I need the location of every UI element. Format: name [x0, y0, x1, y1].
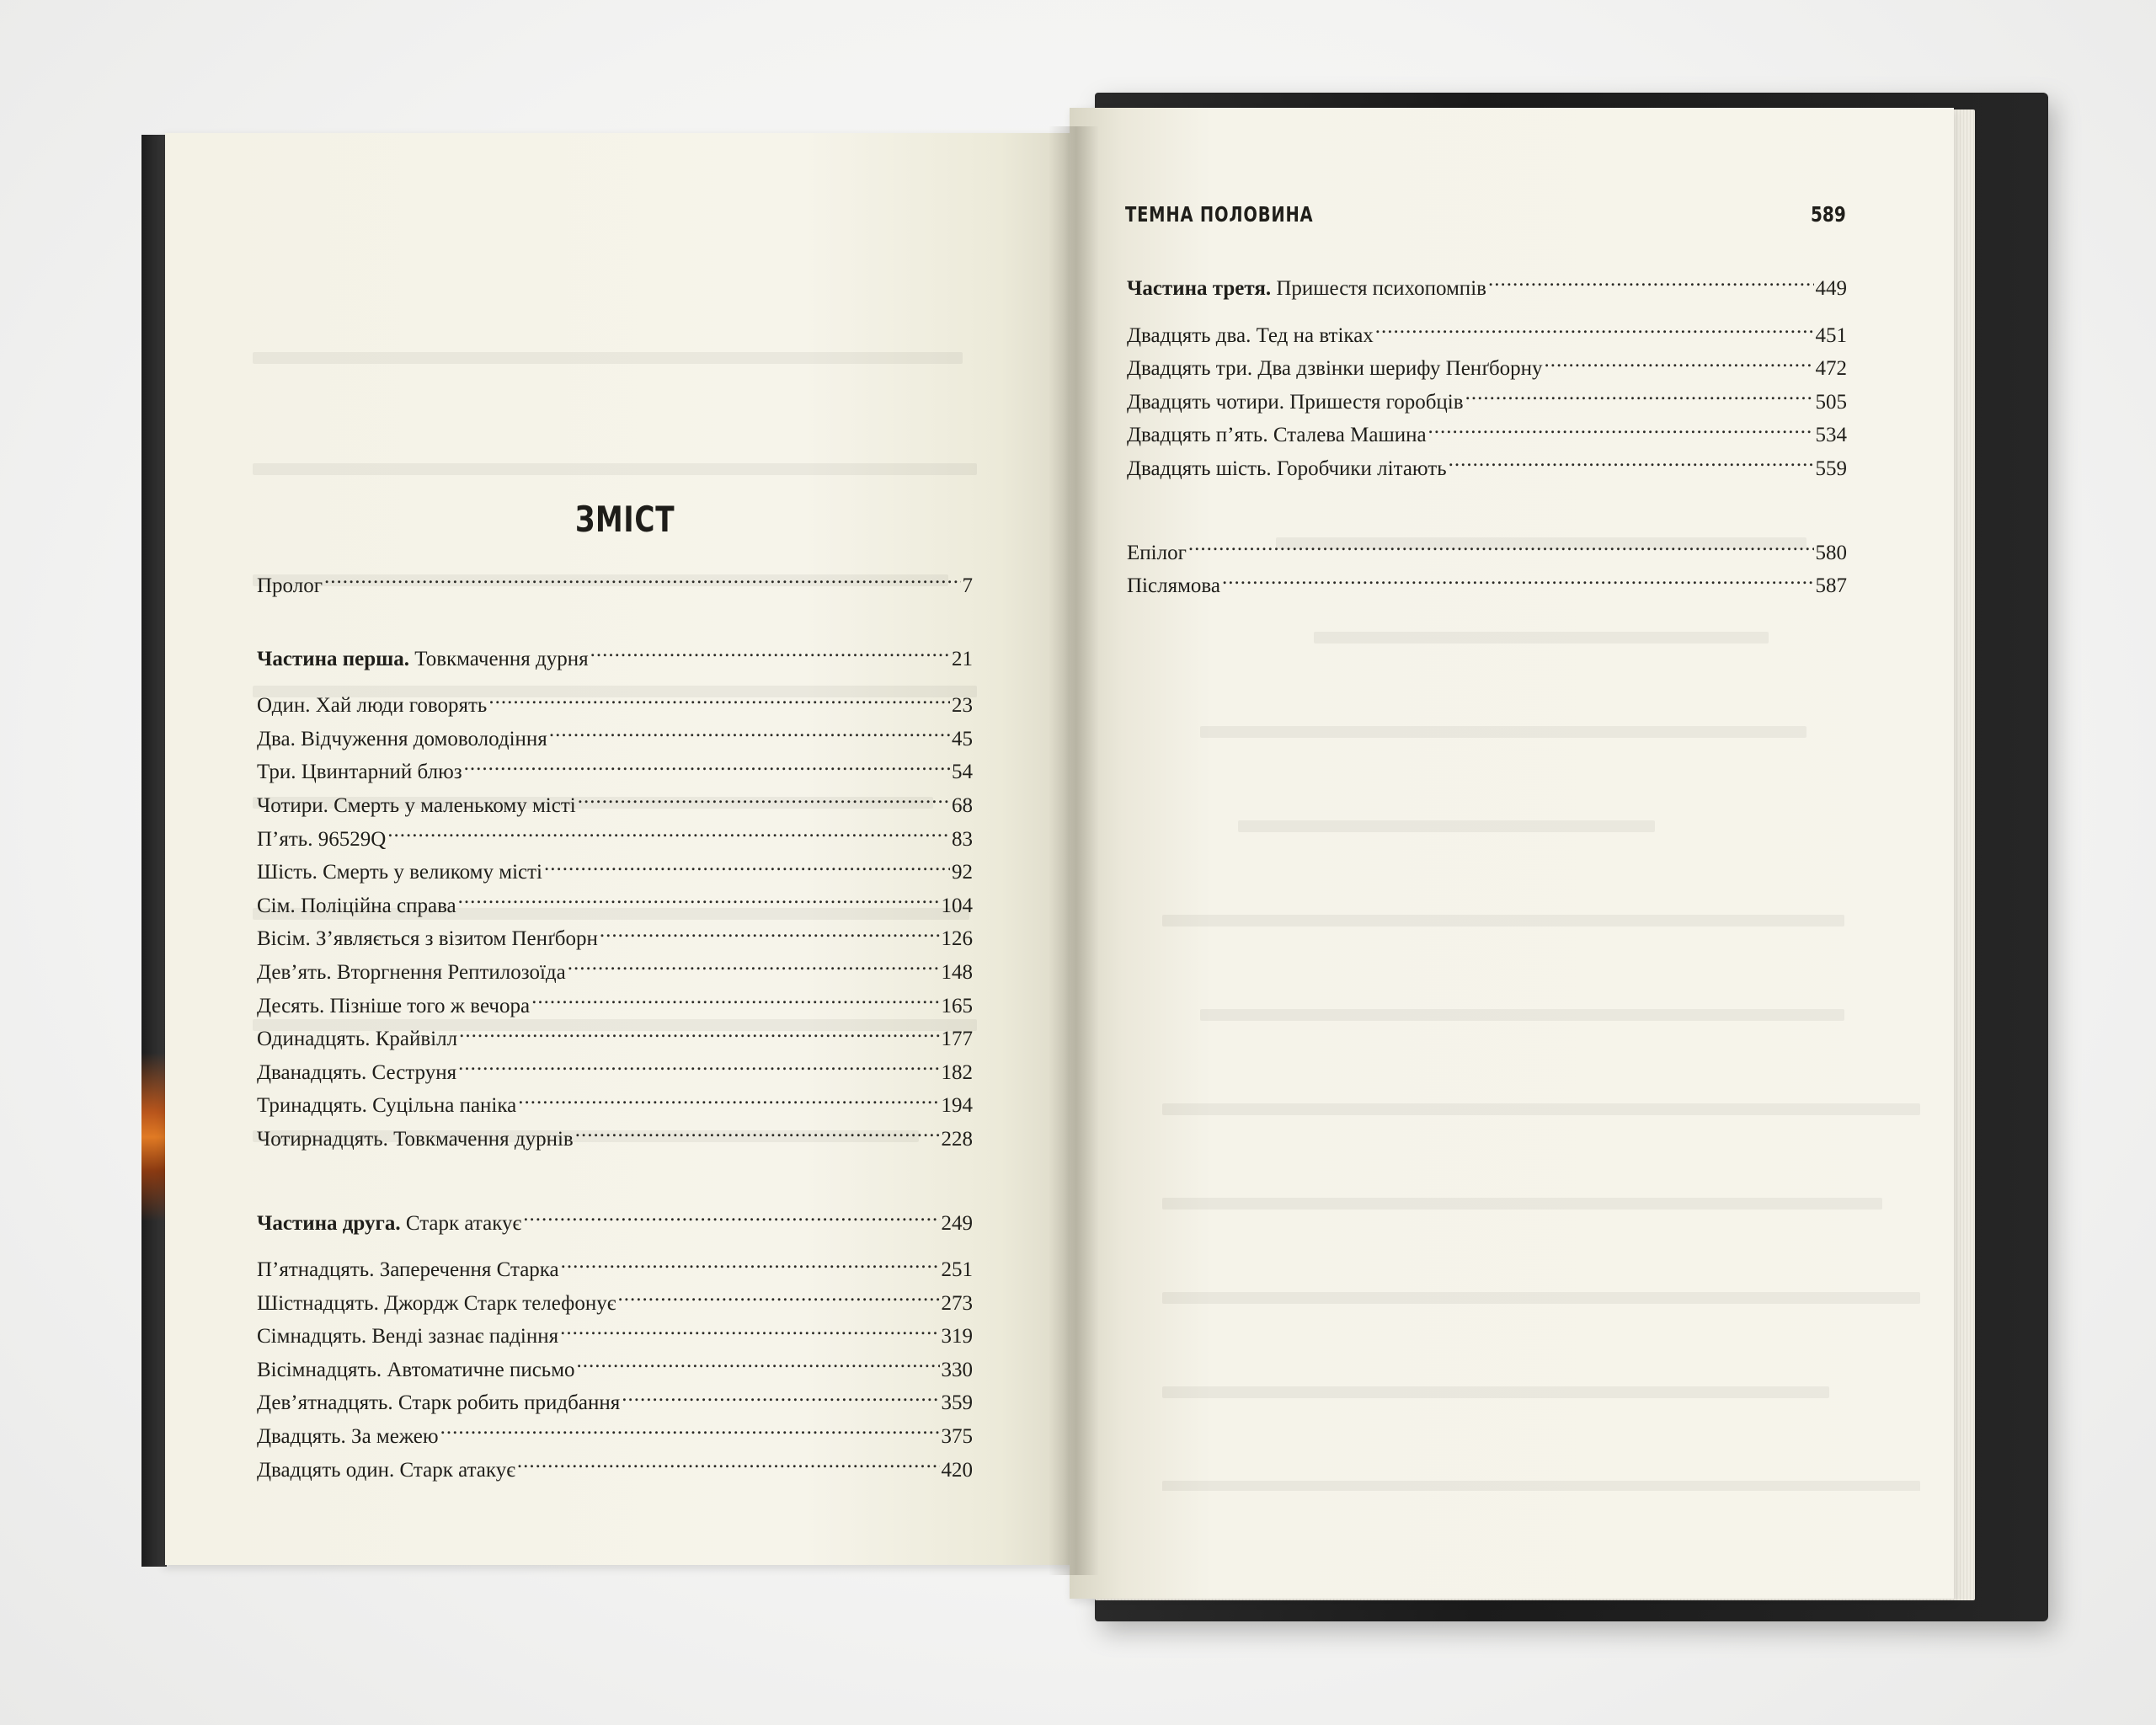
toc-entry-title: П’ять. 96529Q [257, 827, 387, 851]
toc-entry-title: Пролог [257, 574, 323, 597]
toc-entry-title: Пришестя психопомпів [1276, 277, 1486, 300]
toc-entry-title: Один. Хай люди говорять [257, 694, 488, 718]
toc-entry-chapter [257, 789, 973, 823]
toc-entry-page: 126 [941, 927, 973, 951]
toc-entry-page: 68 [952, 793, 973, 817]
toc-entry-chapter [257, 1386, 973, 1420]
toc-entry-chapter [257, 723, 973, 756]
toc-entry-title: Шість. Смерть у великому місті [257, 861, 542, 884]
leader-dots [517, 1455, 940, 1477]
leader-dots [590, 644, 950, 665]
toc-entry-chapter [1127, 452, 1847, 486]
toc-entry-title: Двадцять три. Два дзвінки шерифу Пенґборну [1127, 357, 1543, 381]
part-label: Частина перша. [257, 647, 410, 670]
toc-entry-chapter [257, 1454, 973, 1487]
leader-dots [459, 1024, 939, 1045]
leader-dots [1465, 387, 1814, 409]
toc-entry-title: Товкмачення дурня [414, 647, 589, 670]
running-title: ТЕМНА ПОЛОВИНА [1125, 202, 1314, 227]
leader-dots [1188, 538, 1814, 559]
toc-entry-chapter [257, 1089, 973, 1123]
toc-entry-epilogue [1127, 537, 1847, 570]
toc-entry-title: Двадцять п’ять. Сталева Машина [1127, 424, 1427, 447]
cover-art-glow [141, 1053, 167, 1221]
toc-entry-page: 375 [941, 1425, 973, 1449]
toc-entry-page: 104 [941, 894, 973, 917]
toc-entry-page: 249 [941, 1211, 973, 1235]
toc-entry-afterword [1127, 569, 1847, 603]
toc-entry-chapter [257, 856, 973, 889]
part-three-chapter-list [1127, 319, 1847, 486]
leader-dots [568, 958, 940, 979]
toc-entry-page: 534 [1815, 424, 1847, 447]
book-cover-left-edge [141, 135, 167, 1567]
toc-entry-part-three [1127, 272, 1847, 306]
toc-entry-title: Вісімнадцять. Автоматичне письмо [257, 1358, 575, 1381]
toc-entry-chapter [257, 689, 973, 723]
toc-entry-chapter [257, 756, 973, 789]
toc-entry-page: 251 [941, 1258, 973, 1282]
leader-dots [577, 1355, 940, 1376]
part-label: Частина друга. [257, 1211, 401, 1235]
toc-left-column [257, 569, 973, 1487]
leader-dots [1222, 571, 1814, 592]
toc-entry-page: 449 [1815, 277, 1847, 300]
leader-dots [523, 1209, 939, 1230]
toc-entry-title: Двадцять шість. Горобчики літають [1127, 457, 1447, 480]
toc-entry-page: 580 [1815, 541, 1847, 564]
toc-entry-title: Одинадцять. Крайвілл [257, 1028, 458, 1051]
toc-entry-page: 92 [952, 861, 973, 884]
leader-dots [560, 1322, 939, 1343]
toc-entry-title: Три. Цвинтарний блюз [257, 761, 462, 784]
toc-entry-page: 7 [962, 574, 973, 597]
toc-entry-title: Дев’ять. Вторгнення Рептилозоїда [257, 960, 566, 984]
toc-entry-chapter [257, 990, 973, 1023]
toc-entry-title: Епілог [1127, 541, 1187, 564]
toc-entry-chapter [257, 1253, 973, 1287]
toc-entry-page: 420 [941, 1458, 973, 1482]
toc-entry-page: 165 [941, 994, 973, 1017]
toc-entry-page: 228 [941, 1127, 973, 1151]
toc-heading: ЗМІСТ [575, 499, 675, 540]
leader-dots [518, 1091, 939, 1112]
toc-entry-title: Чотирнадцять. Товкмачення дурнів [257, 1127, 574, 1151]
toc-entry-chapter [257, 1123, 973, 1156]
part-label: Частина третя. [1127, 277, 1272, 300]
toc-entry-page: 177 [941, 1028, 973, 1051]
leader-dots [1449, 454, 1814, 475]
toc-entry-page: 21 [952, 647, 973, 670]
leader-dots [387, 825, 950, 846]
toc-entry-page: 472 [1815, 357, 1847, 381]
toc-entry-title: Старк атакує [405, 1211, 522, 1235]
leader-dots [458, 891, 940, 912]
toc-entry-page: 319 [941, 1325, 973, 1348]
leader-dots [464, 757, 950, 778]
toc-entry-page: 182 [941, 1060, 973, 1084]
toc-entry-chapter [257, 1320, 973, 1354]
toc-entry-chapter [257, 1056, 973, 1090]
leader-dots [440, 1422, 940, 1443]
toc-entry-chapter [257, 1420, 973, 1454]
leader-dots [1375, 321, 1814, 342]
toc-entry-title: Вісім. З’являється з візитом Пенґборн [257, 927, 598, 951]
toc-entry-title: Сім. Поліційна справа [257, 894, 456, 917]
toc-entry-chapter [1127, 419, 1847, 452]
toc-entry-page: 45 [952, 727, 973, 750]
toc-entry-page: 330 [941, 1358, 973, 1381]
leader-dots [488, 691, 950, 712]
toc-entry-title: Сімнадцять. Венді зазнає падіння [257, 1325, 559, 1348]
toc-entry-part-one [257, 643, 973, 676]
toc-entry-chapter [1127, 386, 1847, 419]
toc-entry-title: Двадцять два. Тед на втіках [1127, 323, 1374, 347]
toc-entry-page: 194 [941, 1094, 973, 1118]
toc-entry-chapter [257, 889, 973, 923]
toc-entry-chapter [257, 1023, 973, 1056]
toc-entry-title: П’ятнадцять. Заперечення Старка [257, 1258, 559, 1282]
toc-entry-page: 23 [952, 694, 973, 718]
toc-entry-page: 83 [952, 827, 973, 851]
toc-entry-chapter [257, 956, 973, 990]
leader-dots [324, 571, 961, 592]
leader-dots [458, 1058, 939, 1079]
toc-entry-page: 505 [1815, 390, 1847, 414]
leader-dots [578, 791, 950, 812]
leader-dots [1428, 420, 1814, 441]
toc-entry-title: Десять. Пізніше того ж вечора [257, 994, 531, 1017]
toc-entry-page: 273 [941, 1291, 973, 1315]
toc-right-column [1127, 272, 1847, 603]
toc-entry-chapter [1127, 352, 1847, 386]
leader-dots [531, 991, 939, 1012]
toc-entry-chapter [257, 1287, 973, 1321]
toc-entry-title: Післямова [1127, 574, 1220, 598]
toc-entry-chapter [257, 823, 973, 857]
toc-entry-chapter [257, 922, 973, 956]
toc-entry-page: 359 [941, 1391, 973, 1415]
toc-entry-title: Дев’ятнадцять. Старк робить придбання [257, 1391, 621, 1415]
toc-entry-title: Двадцять чотири. Пришестя горобців [1127, 390, 1464, 414]
toc-entry-chapter [257, 1354, 973, 1387]
toc-entry-title: Чотири. Смерть у маленькому місті [257, 793, 576, 817]
toc-entry-prologue [257, 569, 973, 603]
leader-dots [549, 724, 950, 745]
leader-dots [617, 1289, 939, 1310]
toc-entry-chapter [1127, 319, 1847, 353]
toc-entry-title: Двадцять один. Старк атакує [257, 1458, 515, 1482]
toc-entry-title: Два. Відчуження домоволодіння [257, 727, 547, 750]
toc-entry-title: Шістнадцять. Джордж Старк телефонує [257, 1291, 616, 1315]
toc-entry-page: 559 [1815, 457, 1847, 480]
leader-dots [575, 1124, 940, 1146]
toc-entry-title: Дванадцять. Сеструня [257, 1060, 457, 1084]
toc-entry-page: 587 [1815, 574, 1847, 598]
leader-dots [1545, 354, 1814, 375]
toc-entry-page: 148 [941, 960, 973, 984]
leader-dots [1488, 274, 1814, 295]
part-one-chapter-list [257, 689, 973, 1156]
toc-entry-part-two [257, 1207, 973, 1241]
page-number: 589 [1811, 202, 1846, 227]
leader-dots [622, 1388, 939, 1409]
part-two-chapter-list [257, 1253, 973, 1487]
toc-entry-title: Тринадцять. Суцільна паніка [257, 1094, 517, 1118]
toc-entry-page: 451 [1815, 323, 1847, 347]
leader-dots [561, 1255, 940, 1276]
toc-entry-page: 54 [952, 761, 973, 784]
leader-dots [544, 857, 950, 879]
toc-entry-title: Двадцять. За межею [257, 1425, 439, 1449]
leader-dots [600, 924, 940, 945]
